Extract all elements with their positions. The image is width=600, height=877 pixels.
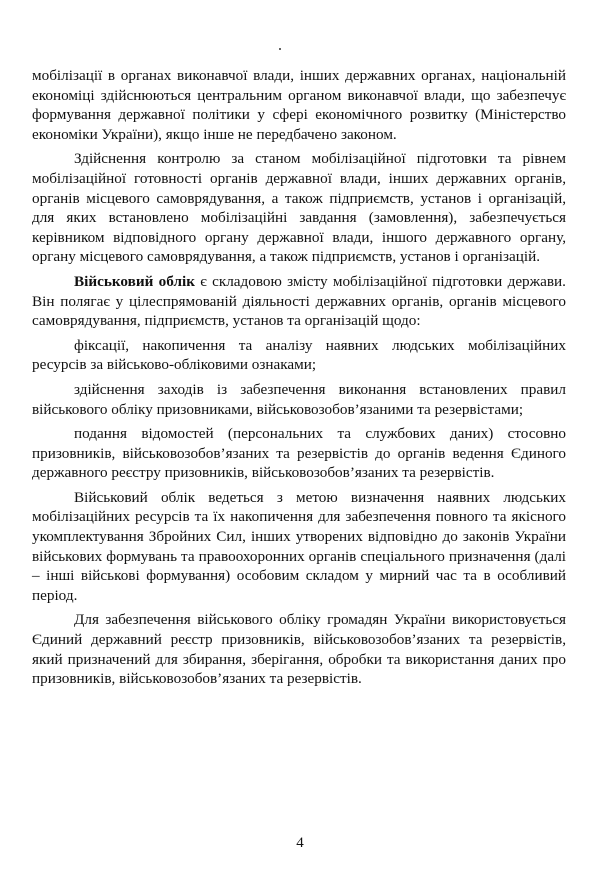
list-item-2: здійснення заходів із забезпечення виконання встановлених правил військового обліку призовниками, військовозобов’язаними та резервістами; xyxy=(32,380,566,418)
paragraph-3-text: є складовою змісту мобілізаційної підготовки держави. Він полягає у цілеспрямованій діяльності державних органів, органів місцевого самоврядування, підприємств, установ та організацій щодо: xyxy=(32,272,566,330)
page-number: 4 xyxy=(296,835,304,851)
list-item-3: подання відомостей (персональних та службових даних) стосовно призовників, військовозобов’язаних та резервістів до органів ведення Єдиного державного реєстру призовників, військовозобов’язаних та резервістів. xyxy=(32,425,566,482)
paragraph-1: мобілізації в органах виконавчої влади, інших державних органах, національній економіці здійснюються центральним органом виконавчої влади, що забезпечує формування державної політики у сфері економічного розвитку (Міністерство економіки України), якщо інше не передбачено законом. xyxy=(32,67,566,143)
paragraph-3 xyxy=(32,272,566,331)
paragraph-7: Військовий облік ведеться з метою визначення наявних людських мобілізаційних ресурсів та їх накопичення для забезпечення повного та якісного укомплектування Збройних Сил, інших утворених відповідно до законів України військових формувань та правоохоронних органів спеціального призначення (далі – інші військові формування) особовим складом у мирний час та в особливий період. xyxy=(32,488,566,604)
list-item-1: фіксації, накопичення та аналізу наявних людських мобілізаційних ресурсів за військово-обліковими ознаками; xyxy=(32,336,566,374)
paragraph-2: Здійснення контролю за станом мобілізаційної підготовки та рівнем мобілізаційної готовності органів державної влади, інших державних органів, органів місцевого самоврядування, а також підприємств, установ і організацій, для яких встановлено мобілізаційні завдання (замовлення), забезпечується керівником відповідного органу державної влади, іншого державного органу, органу місцевого самоврядування, а також підприємств, установ і організацій. xyxy=(32,150,566,266)
scan-speck xyxy=(279,48,281,50)
paragraph-8: Для забезпечення військового обліку громадян України використовується Єдиний державний реєстр призовників, військовозобов’язаних та резервістів, який призначений для збирання, зберігання, обробки та використання даних про призовників, військовозобов’язаних та резервістів. xyxy=(32,611,566,688)
term-military-registration: Військовий облік xyxy=(74,272,195,290)
body-text xyxy=(32,66,566,694)
